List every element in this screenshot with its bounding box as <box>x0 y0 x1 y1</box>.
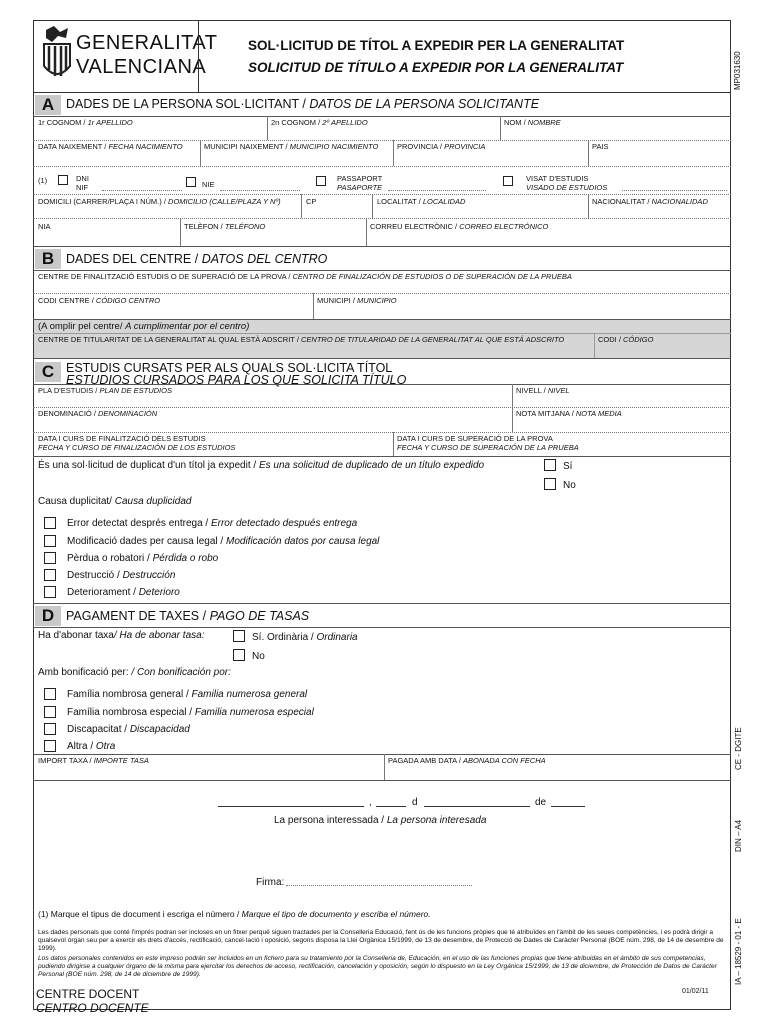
bonif-discapacitat-label <box>67 724 190 735</box>
label-es: LOCALIDAD <box>422 197 466 206</box>
label-es: TELÉFONO <box>224 222 266 231</box>
field-correu[interactable] <box>370 222 548 231</box>
section-a-letter: A <box>35 95 61 115</box>
pasaporte-label: PASAPORTE <box>337 183 383 192</box>
label: CORREU ELECTRÒNIC / <box>370 222 460 231</box>
section-c-letter: C <box>35 362 61 382</box>
label-es: Es una solicitud de duplicado de un título expedido <box>258 460 485 471</box>
divider <box>588 194 589 218</box>
nif-label: NIF <box>76 183 89 192</box>
bonif-nombrosa-general-label <box>67 689 307 700</box>
divider <box>180 218 181 246</box>
side-ia-code: IA – 18529 - 01 - E <box>734 918 743 985</box>
label: DOMICILI (CARRER/PLAÇA I NÚM.) / <box>38 197 169 206</box>
divider <box>267 116 268 140</box>
label-es: 1r APELLIDO <box>87 118 133 127</box>
section-b-letter: B <box>35 249 61 269</box>
persona-interessada <box>274 815 486 826</box>
section-b-title <box>66 252 327 266</box>
passaport-label: PASSAPORT <box>337 174 383 183</box>
label-es: FECHA NACIMIENTO <box>108 142 183 151</box>
causa-perdua-label <box>67 553 218 564</box>
label: NIA <box>38 222 51 231</box>
bonif-nombrosa-general-checkbox[interactable] <box>44 688 56 700</box>
causa-perdua-checkbox[interactable] <box>44 552 56 564</box>
duplicat-no-label: No <box>563 480 576 491</box>
section-b-title-es: DATOS DEL CENTRO <box>201 252 328 266</box>
label: Sí. Ordinària / <box>252 632 317 643</box>
taxa-no-checkbox[interactable] <box>233 649 245 661</box>
form-title-val: SOL·LICITUD DE TÍTOL A EXPEDIR PER LA GENERALITAT <box>248 38 625 53</box>
section-a-title <box>66 97 539 111</box>
label-es: DENOMINACIÓN <box>98 409 158 418</box>
day-line[interactable] <box>376 806 406 807</box>
form-code: MP031630 <box>733 51 742 90</box>
label-es: PROVINCIA <box>444 142 486 151</box>
label-es: CÓDIGO <box>623 335 654 344</box>
divider <box>512 384 513 407</box>
label: NACIONALITAT / <box>592 197 652 206</box>
label: DATA I CURS DE SUPERACIÓ DE LA PROVA <box>397 434 553 443</box>
divider <box>393 140 394 166</box>
causa-error-label <box>67 518 357 529</box>
duplicat-question <box>38 460 484 471</box>
divider <box>33 627 731 628</box>
field-denominacio[interactable] <box>38 409 157 418</box>
label-es: CENTRO DE FINALIZACIÓN DE ESTUDIOS O DE SUPERACIÓN DE LA PRUEBA <box>292 272 572 281</box>
label: DATA I CURS DE FINALITZACIÓ DELS ESTUDIS <box>38 434 206 443</box>
visat-checkbox[interactable] <box>503 176 513 186</box>
label-es: ABONADA CON FECHA <box>463 756 546 765</box>
logo <box>38 24 218 86</box>
label: És una sol·licitud de duplicat d'un títol ja expedit / <box>38 460 259 471</box>
omplir-note <box>38 321 249 332</box>
form-frame <box>33 20 731 1010</box>
field-data-superacio[interactable] <box>397 434 553 443</box>
field-cognom1[interactable] <box>38 118 133 127</box>
field-nom[interactable] <box>504 118 561 127</box>
field-municipi[interactable] <box>317 296 397 305</box>
divider <box>372 194 373 218</box>
label: Ha d'abonar taxa <box>38 630 114 641</box>
label-es: Error detectado después entrega <box>210 518 358 529</box>
label-es: CÓDIGO CENTRO <box>95 296 161 305</box>
causa-modificacio-checkbox[interactable] <box>44 535 56 547</box>
field-telefon[interactable] <box>184 222 265 231</box>
visat-label: VISAT D'ESTUDIS <box>526 174 589 183</box>
label: MUNICIPI / <box>317 296 358 305</box>
label-es: Ordinaria <box>316 632 358 643</box>
divider <box>594 333 595 358</box>
nie-checkbox[interactable] <box>186 177 196 187</box>
legal-val: Les dades personals que conté l'imprés podran ser incloses en un fitxer perquè siguen tractades per la Conselleria Educació, fent ús de les funcions pròpies que té atribuïdes en l'àmbit de les seues competències, i es podrà dirigir a qualsevol òrgan seu per a exercir els drets d'accés, rectificació, cancel·lació i oposició, segons disposa la Llei Orgànica 15/1999, de 13 de desembre, de Protecció de Dades de Caràcter Personal (BOE núm. 298, de 14 de desembre de 1999). <box>38 929 724 952</box>
label-es: Modificación datos por causa legal <box>225 536 380 547</box>
divider <box>393 432 394 456</box>
divider <box>313 293 314 319</box>
field-domicili[interactable] <box>38 197 281 206</box>
duplicat-si-label: Sí <box>563 461 573 472</box>
sig-d: d <box>412 797 418 808</box>
nie-number-line[interactable] <box>220 190 300 191</box>
label: CODI / <box>598 335 624 344</box>
section-d-letter: D <box>35 606 61 626</box>
label-es: / Con bonificación por: <box>131 667 231 678</box>
note-1 <box>38 909 431 919</box>
section-c-title: ESTUDIS CURSATS PER ALS QUALS SOL·LICITA TÍTOL <box>66 361 393 375</box>
causa-deteriorament-checkbox[interactable] <box>44 586 56 598</box>
sig-de: de <box>535 797 547 808</box>
visado-label: VISADO DE ESTUDIOS <box>526 183 608 192</box>
taxa-si-label <box>252 632 358 643</box>
centro-docente: CENTRO DOCENTE <box>36 1001 149 1015</box>
label: MUNICIPI NAIXEMENT / <box>204 142 290 151</box>
label-es: PLAN DE ESTUDIOS <box>99 386 172 395</box>
divider <box>33 116 731 117</box>
label-es: NIVEL <box>547 386 570 395</box>
coat-of-arms-icon <box>40 24 74 84</box>
label: PAGADA AMB DATA / <box>388 756 464 765</box>
note-mark: (1) <box>38 176 48 185</box>
label-es: Familia numerosa general <box>191 689 308 700</box>
label-es: Familia numerosa especial <box>194 707 314 718</box>
field-localitat[interactable] <box>377 197 465 206</box>
divider <box>33 92 731 93</box>
divider <box>33 194 731 195</box>
divider <box>33 432 731 433</box>
label: PAIS <box>592 142 609 151</box>
divider <box>200 140 201 166</box>
field-pla[interactable] <box>38 386 172 395</box>
field-nacionalitat[interactable] <box>592 197 708 206</box>
field-centre-finalitzacio[interactable] <box>38 272 572 281</box>
passaport-number-line[interactable] <box>388 190 486 191</box>
divider <box>33 754 731 755</box>
label: Deteriorament / <box>67 587 139 598</box>
label: Família nombrosa especial / <box>67 707 195 718</box>
label: La persona interessada / <box>274 815 387 826</box>
label-es: IMPORTE TASA <box>93 756 149 765</box>
field-import-taxa[interactable] <box>38 756 149 765</box>
divider <box>33 407 731 408</box>
label-es: CORREO ELECTRÓNICO <box>459 222 549 231</box>
taxa-no-label: No <box>252 651 265 662</box>
divider <box>33 140 731 141</box>
divider <box>33 270 731 271</box>
label: 1r COGNOM / <box>38 118 88 127</box>
dni-number-line[interactable] <box>102 190 182 191</box>
label: CODI CENTRE / <box>38 296 96 305</box>
side-din-a4: DIN – A4 <box>734 819 743 852</box>
duplicat-no-checkbox[interactable] <box>544 478 556 490</box>
label: 2n COGNOM / <box>271 118 323 127</box>
divider <box>500 116 501 140</box>
field-codi[interactable] <box>598 335 653 344</box>
divider <box>33 358 731 359</box>
divider <box>33 780 731 781</box>
dni-nif-checkbox[interactable] <box>58 175 68 185</box>
divider <box>33 333 731 334</box>
label: LOCALITAT / <box>377 197 423 206</box>
label: Modificació dades per causa legal / <box>67 536 226 547</box>
bonif-altra-checkbox[interactable] <box>44 740 56 752</box>
label: Altra / <box>67 741 96 752</box>
divider <box>366 218 367 246</box>
divider <box>384 754 385 780</box>
divider <box>512 407 513 432</box>
logo-line2: VALENCIANA <box>76 56 207 78</box>
section-a-title-val: DADES DE LA PERSONA SOL·LICITANT / <box>66 97 310 111</box>
label: NOM / <box>504 118 528 127</box>
bonif-nombrosa-especial-label <box>67 707 314 718</box>
side-ce-dgite: CE - DGITE <box>734 727 743 770</box>
label: CENTRE DE TITULARITAT DE LA GENERALITAT AL QUAL ESTÀ ADSCRIT / <box>38 335 301 344</box>
divider <box>588 140 589 166</box>
firma-line[interactable] <box>286 885 472 886</box>
label: Causa duplicitat/ <box>38 496 115 507</box>
field-cognom2[interactable] <box>271 118 368 127</box>
label: (A omplir pel centre/ <box>38 321 126 332</box>
label-es: NOTA MEDIA <box>575 409 622 418</box>
label-es: Pérdida o robo <box>152 553 219 564</box>
label-es: A cumplimentar por el centro) <box>125 321 250 332</box>
divider <box>33 603 731 604</box>
section-b-title-val: DADES DEL CENTRE / <box>66 252 202 266</box>
divider <box>33 456 731 457</box>
logo-line1: GENERALITAT <box>76 32 218 54</box>
label: PROVINCIA / <box>397 142 445 151</box>
label: Pèrdua o robatori / <box>67 553 153 564</box>
causa-label <box>38 496 191 507</box>
causa-deteriorament-label <box>67 587 180 598</box>
month-line[interactable] <box>424 806 530 807</box>
bonificacio-label <box>38 667 231 678</box>
field-data-superacio-es: FECHA Y CURSO DE SUPERACIÓN DE LA PRUEBA <box>397 443 579 452</box>
divider <box>33 218 731 219</box>
taxa-si-checkbox[interactable] <box>233 630 245 642</box>
year-line[interactable] <box>551 806 585 807</box>
label: TELÈFON / <box>184 222 225 231</box>
label: CP <box>306 197 317 206</box>
section-d-title-val: PAGAMENT DE TAXES / <box>66 609 210 623</box>
label: Destrucció / <box>67 570 123 581</box>
firma-label: Firma: <box>256 877 285 888</box>
label: NOTA MITJANA / <box>516 409 576 418</box>
label-es: La persona interesada <box>386 815 487 826</box>
field-nivell[interactable] <box>516 386 570 395</box>
divider <box>33 293 731 294</box>
duplicat-si-checkbox[interactable] <box>544 459 556 471</box>
bonif-nombrosa-especial-checkbox[interactable] <box>44 706 56 718</box>
label-es: MUNICIPIO NACIMIENTO <box>289 142 379 151</box>
field-data-naixement[interactable] <box>38 142 183 151</box>
place-line[interactable] <box>218 806 364 807</box>
centre-docent: CENTRE DOCENT <box>36 987 140 1001</box>
bonif-altra-label <box>67 741 115 752</box>
legal-es: Los datos personales contenidos en este impreso podrán ser incluidos en un fichero para su tratamiento por la Conselleria de, Educación, en el uso de las funciones propias que tiene atribuidas en el ámbito de sus competencias, pudiendo dirigirse a cualquier órgano de la misma para ejercitar los derechos de acceso, rectificación, cancelación y oposición, según lo dispuesto en la Ley Orgánica 15/1999, de 13 de diciembre, de Protección de Datos de Carácter Personal (BOE núm. 298, de 14 de diciembre de 1999). <box>38 955 717 978</box>
dni-label: DNI <box>76 174 89 183</box>
label-es: NACIONALIDAD <box>651 197 708 206</box>
sig-comma: , <box>369 797 372 808</box>
field-pais[interactable] <box>592 142 609 151</box>
field-data-curs-es: FECHA Y CURSO DE FINALIZACIÓN DE LOS ESTUDIOS <box>38 443 236 452</box>
divider <box>301 194 302 218</box>
label-es: Otra <box>95 741 116 752</box>
divider <box>33 384 731 385</box>
print-date: 01/02/11 <box>682 988 709 995</box>
causa-modificacio-label <box>67 536 379 547</box>
causa-destruccio-checkbox[interactable] <box>44 569 56 581</box>
section-d-title <box>66 609 309 623</box>
header-divider <box>198 20 199 92</box>
label-es: Deterioro <box>138 587 180 598</box>
label: Família nombrosa general / <box>67 689 192 700</box>
field-codi-centre[interactable] <box>38 296 160 305</box>
field-centre-titularitat[interactable] <box>38 335 564 344</box>
field-municipi-naixement[interactable] <box>204 142 378 151</box>
field-pagada[interactable] <box>388 756 546 765</box>
field-data-curs[interactable] <box>38 434 206 443</box>
label: IMPORT TAXA / <box>38 756 94 765</box>
field-provincia[interactable] <box>397 142 485 151</box>
causa-destruccio-label <box>67 570 175 581</box>
nie-label: NIE <box>202 180 215 189</box>
form-title-es: SOLICITUD DE TÍTULO A EXPEDIR POR LA GENERALITAT <box>248 60 624 75</box>
passaport-checkbox[interactable] <box>316 176 326 186</box>
divider <box>33 246 731 247</box>
section-c-title-es: ESTUDIOS CURSADOS PARA LOS QUE SOLICITA TÍTULO <box>66 373 407 387</box>
label-es: / Ha de abonar tasa: <box>113 630 205 641</box>
label: DENOMINACIÓ / <box>38 409 99 418</box>
label-es: Causa duplicidad <box>114 496 192 507</box>
label-es: CENTRO DE TITULARIDAD DE LA GENERALITAT AL QUE ESTÁ ADSCRITO <box>300 335 565 344</box>
label: NIVELL / <box>516 386 548 395</box>
label-es: Discapacidad <box>129 724 190 735</box>
causa-error-checkbox[interactable] <box>44 517 56 529</box>
label: PLA D'ESTUDIS / <box>38 386 100 395</box>
visat-number-line[interactable] <box>622 190 727 191</box>
label: DATA NAIXEMENT / <box>38 142 109 151</box>
label-es: Destrucción <box>122 570 176 581</box>
label: Amb bonificació per: <box>38 667 132 678</box>
abonar-label <box>38 630 204 641</box>
label: Discapacitat / <box>67 724 130 735</box>
label: Error detectat després entrega / <box>67 518 211 529</box>
label-es: MUNICIPIO <box>357 296 397 305</box>
bonif-discapacitat-checkbox[interactable] <box>44 723 56 735</box>
label: (1) Marque el tipus de document i escriga el número / <box>38 909 242 919</box>
label: CENTRE DE FINALITZACIÓ ESTUDIS O DE SUPERACIÓ DE LA PROVA / <box>38 272 293 281</box>
label-es: 2º APELLIDO <box>322 118 368 127</box>
field-nia[interactable] <box>38 222 51 231</box>
section-d-title-es: PAGO DE TASAS <box>209 609 310 623</box>
field-nota[interactable] <box>516 409 622 418</box>
label-es: NOMBRE <box>527 118 561 127</box>
label-es: DOMICILIO (CALLE/PLAZA Y Nº) <box>168 197 281 206</box>
label-es: Marque el tipo de documento y escriba el número. <box>241 909 431 919</box>
field-cp[interactable] <box>306 197 316 206</box>
section-a-title-es: DATOS DE LA PERSONA SOLICITANTE <box>309 97 540 111</box>
divider <box>33 166 731 167</box>
